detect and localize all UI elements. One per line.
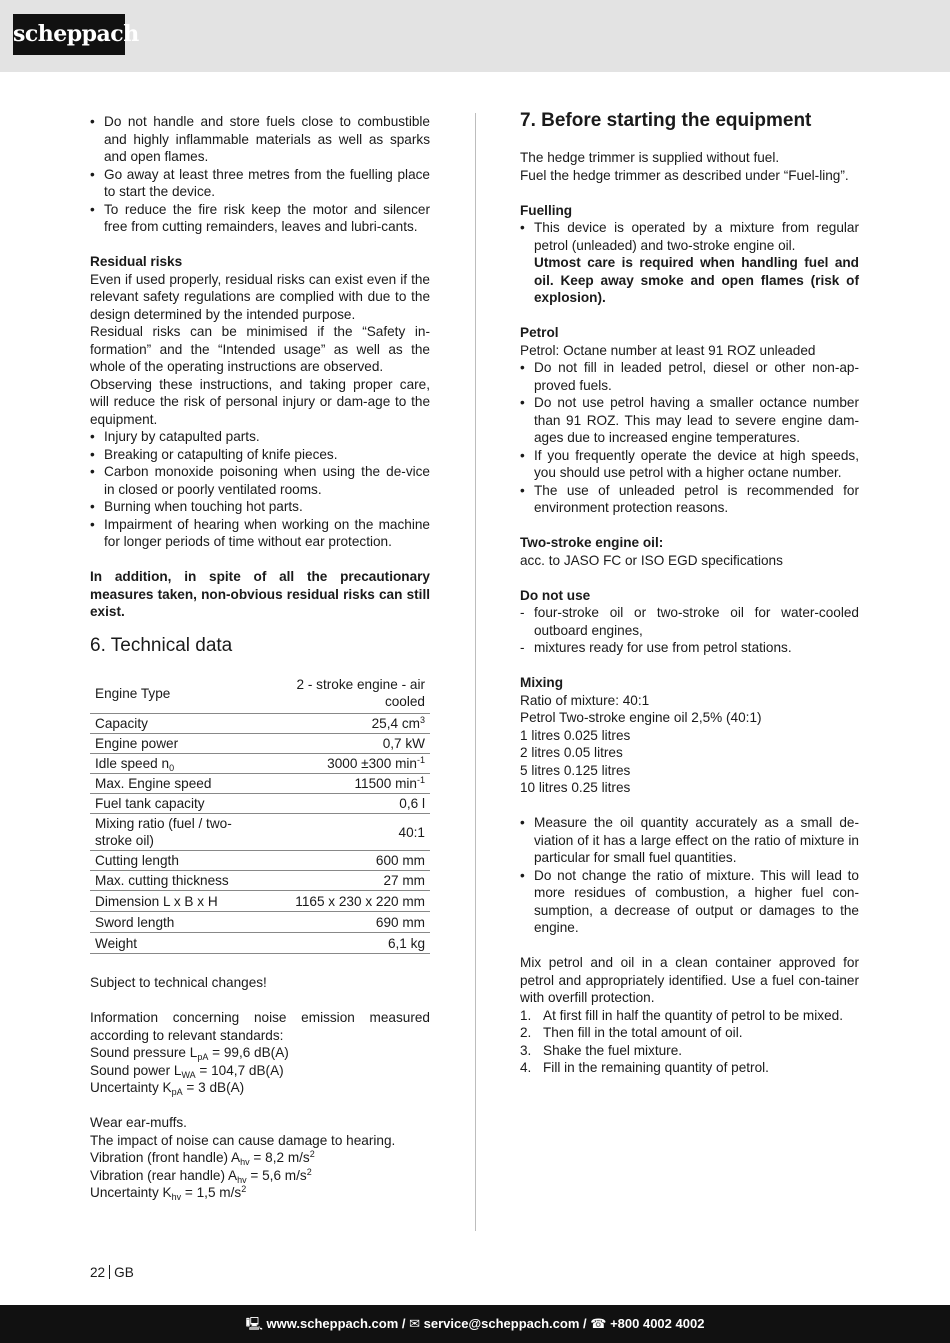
list-item: • Do not fill in leaded petrol, diesel or other non-ap-proved fuels. [520, 359, 859, 394]
table-row [90, 674, 430, 714]
list-item: • Go away at least three metres from the fuelling place to start the device. [90, 166, 430, 201]
list-item: 2. Then fill in the total amount of oil. [520, 1025, 743, 1040]
noise-uncertainty: Uncertainty $K_{pA} = 3$ dB(A) [90, 1080, 245, 1097]
table-cell: 0,7 kW [260, 734, 430, 754]
page-header [0, 0, 950, 72]
table-row [90, 933, 430, 954]
list-item: 4. Fill in the remaining quantity of petrol. [520, 1060, 769, 1075]
phone-number: +800 4002 4002 [610, 1316, 705, 1331]
fuel-safety-list [90, 113, 430, 236]
table-cell: 27 mm [260, 871, 430, 891]
table-cell: Sword length [90, 912, 260, 933]
table-cell: Idle speed $n_0$ [90, 754, 260, 774]
table-cell: 1165 x 230 x 220 mm [260, 891, 430, 912]
table-cell: 6,1 kg [260, 933, 430, 954]
table-cell: Fuel tank capacity [90, 794, 260, 814]
table-row [90, 774, 430, 794]
fuelling-warning: Utmost care is required when handling fuel and oil. Keep away smoke and open flames (risk of explosion). [534, 255, 859, 305]
list-item: • This device is operated by a mixture from regular petrol (unleaded) and two-stroke engine oil. [520, 219, 859, 254]
table-cell: 25,4 $cm^3$ [260, 714, 430, 734]
subject-to-change: Subject to technical changes! [90, 975, 267, 990]
do-not-use-list [520, 604, 859, 657]
mail-icon: ✉ [409, 1316, 421, 1331]
table-cell: 11500 $\min^{-1}$ [260, 774, 430, 794]
table-row [90, 714, 430, 734]
table-cell: Cutting length [90, 851, 260, 871]
email-link[interactable]: service@scheppach.com [423, 1316, 580, 1331]
table-cell: Max. Engine speed [90, 774, 260, 794]
noise-intro: Information concerning noise emission measured according to relevant standards: [90, 1010, 430, 1043]
vibration-rear: Vibration (rear handle) $A_{hv} = 5,6$ $m/s^2$ [90, 1166, 312, 1185]
mixing-line: 5 litres 0.125 litres [520, 762, 631, 778]
table-cell: Max. cutting thickness [90, 871, 260, 891]
table-cell: 0,6 l [260, 794, 430, 814]
scheppach-logo: scheppach [13, 14, 125, 55]
petrol-heading: Petrol [520, 325, 559, 340]
mixing-line: 2 litres 0.05 litres [520, 745, 623, 760]
table-cell: 600 mm [260, 851, 430, 871]
vibration-uncertainty: Uncertainty $K_{hv} = 1,5$ $m/s^2$ [90, 1184, 247, 1202]
mixing-line: 1 litres 0.025 litres [520, 727, 631, 743]
residual-risks-heading: Residual risks [90, 254, 183, 269]
phone-icon: ☎ [590, 1316, 607, 1331]
table-row [90, 912, 430, 933]
paragraph: Residual risks can be minimised if the “Safety in-formation” and the “Intended usage” as well as the whole of the operating instructions are observed. [90, 324, 430, 374]
table-row [90, 734, 430, 754]
list-item: • Measure the oil quantity accurately as a small de-viation of it has a large effect on the ratio of mixture in particular for small fuel quantities. [520, 814, 859, 867]
table-cell: Dimension L x B x H [90, 891, 260, 912]
table-row [90, 794, 430, 814]
oil-spec: acc. to JASO FC or ISO EGD specifications [520, 552, 783, 568]
left-column [90, 113, 430, 1202]
container-paragraph: Mix petrol and oil in a clean container approved for petrol and appropriately identified. Use a fuel con-tainer with overfill protection. [520, 955, 859, 1005]
fuelling-heading: Fuelling [520, 202, 573, 218]
hearing-note: The impact of noise can cause damage to hearing. [90, 1132, 396, 1148]
list-item: • To reduce the fire risk keep the motor and silencer free from cutting remainders, leaves and lubri-cants. [90, 201, 430, 236]
list-item: • Burning when touching hot parts. [90, 498, 430, 516]
right-column [520, 109, 859, 1077]
mixing-line: 10 litres 0.25 litres [520, 780, 631, 795]
table-cell: 3000 ±300 $\min^{-1}$ [260, 754, 430, 774]
sound-pressure: Sound pressure $L_{pA} = 99,6$ dB(A) [90, 1045, 289, 1062]
residual-warning: In addition, in spite of all the precautionary measures taken, non-obvious residual risks can still exist. [90, 569, 430, 619]
page-number: 22 GB [90, 1265, 134, 1280]
list-item: • Do not handle and store fuels close to combustible and highly inflammable materials as well as sparks and open flames. [90, 113, 430, 166]
list-item: 3. Shake the fuel mixture. [520, 1042, 683, 1058]
technical-data-table [90, 674, 430, 955]
residual-risk-list [90, 428, 430, 551]
do-not-use-heading: Do not use [520, 587, 591, 603]
table-row [90, 851, 430, 871]
list-item: • Impairment of hearing when working on the machine for longer periods of time without ear protection. [90, 516, 430, 551]
table-cell: Engine power [90, 734, 260, 754]
page-footer: 🖳 www.scheppach.com / ✉ service@scheppach.com / ☎ +800 4002 4002 [0, 1305, 950, 1343]
mixing-steps [520, 1007, 859, 1077]
table-row [90, 754, 430, 774]
table-cell: Capacity [90, 714, 260, 734]
paragraph: Even if used properly, residual risks can exist even if the relevant safety regulations are complied with due to the design determined by the intended purpose. [90, 271, 430, 322]
list-item: • Do not change the ratio of mixture. This will lead to more residues of combustion, a higher fuel con-sumption, a decrease of output or damages to the engine. [520, 867, 859, 937]
petrol-list [520, 359, 859, 517]
table-cell: 40:1 [260, 814, 430, 851]
sound-power: Sound power $L_{WA} = 104,7$ dB(A) [90, 1062, 284, 1080]
computer-icon: 🖳 [245, 1316, 263, 1331]
list-item: • Do not use petrol having a smaller octance number than 91 ROZ. This may lead to severe engine dam-ages due to increased engine temperatures. [520, 394, 859, 447]
petrol-octane: Petrol: Octane number at least 91 ROZ unleaded [520, 342, 816, 358]
table-cell: Weight [90, 933, 260, 954]
table-row [90, 871, 430, 891]
list-item: - four-stroke oil or two-stroke oil for water-cooled outboard engines, [520, 604, 859, 639]
list-item: 1. At first fill in half the quantity of petrol to be mixed. [520, 1007, 843, 1023]
table-cell: Engine Type [90, 674, 260, 714]
list-item: • Breaking or catapulting of knife pieces. [90, 446, 430, 464]
website-link[interactable]: www.scheppach.com [266, 1316, 399, 1331]
mixing-line: Petrol Two-stroke engine oil 2,5% (40:1) [520, 710, 762, 725]
list-item: • Injury by catapulted parts. [90, 428, 430, 446]
list-item: • The use of unleaded petrol is recommended for environment protection reasons. [520, 482, 859, 517]
list-item: - mixtures ready for use from petrol stations. [520, 639, 859, 657]
mixing-list [520, 814, 859, 937]
before-starting-heading: 7. Before starting the equipment [520, 110, 812, 131]
column-divider [475, 113, 476, 1231]
vibration-front: Vibration (front handle) $A_{hv} = 8,2$ $m/s^2$ [90, 1149, 315, 1167]
table-row [90, 891, 430, 912]
technical-data-heading: 6. Technical data [90, 634, 233, 656]
paragraph: Fuel the hedge trimmer as described under “Fuel-ling”. [520, 167, 849, 183]
paragraph: The hedge trimmer is supplied without fuel. [520, 150, 780, 165]
table-row [90, 814, 430, 851]
list-item: • If you frequently operate the device at high speeds, you should use petrol with a higher octane number. [520, 447, 859, 482]
mixing-line: Ratio of mixture: 40:1 [520, 692, 650, 708]
ear-muffs-note: Wear ear-muffs. [90, 1115, 187, 1130]
list-item: • Carbon monoxide poisoning when using the de-vice in closed or poorly ventilated rooms. [90, 463, 430, 498]
mixing-heading: Mixing [520, 675, 564, 690]
table-cell: 690 mm [260, 912, 430, 933]
paragraph: Observing these instructions, and taking proper care, will reduce the risk of personal injury or dam-age to the equipment. [90, 376, 430, 427]
fuelling-list [520, 219, 859, 254]
table-cell: 2 - stroke engine - air cooled [260, 674, 430, 714]
table-cell: Mixing ratio (fuel / two-stroke oil) [90, 814, 260, 851]
two-stroke-oil-heading: Two-stroke engine oil: [520, 535, 664, 550]
